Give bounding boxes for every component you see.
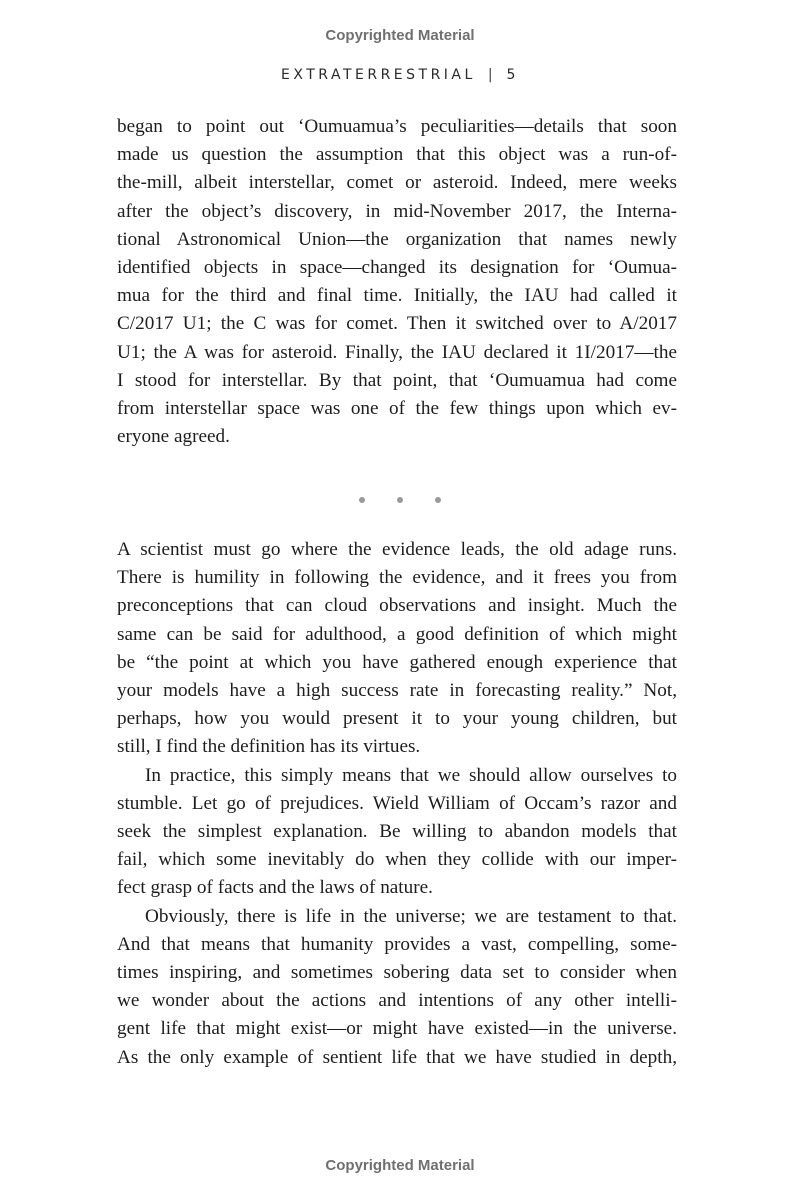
section-break-dot <box>435 497 441 503</box>
text-line: we wonder about the actions and intentions of any other intelli- <box>117 990 677 1012</box>
text-line: preconceptions that can cloud observations and insight. Much the <box>117 595 677 617</box>
text-line: I stood for interstellar. By that point, that ‘Oumuamua had come <box>117 369 677 391</box>
text-line: U1; the A was for asteroid. Finally, the IAU declared it 1I/2017—the <box>117 341 677 363</box>
text-line: your models have a high success rate in forecasting reality.” Not, <box>117 680 677 702</box>
page-number: 5 <box>506 67 519 83</box>
section-break-ornament <box>0 490 800 508</box>
text-line: began to point out ‘Oumuamua’s peculiarities—details that soon <box>117 116 677 137</box>
text-line: identified objects in space—changed its designation for ‘Oumua- <box>117 257 677 279</box>
text-line: And that means that humanity provides a vast, compelling, some- <box>117 933 677 955</box>
paragraph <box>117 903 677 1072</box>
text-line: gent life that might exist—or might have existed—in the universe. <box>117 1018 677 1040</box>
text-line: A scientist must go where the evidence leads, the old adage runs. <box>117 539 677 560</box>
text-line: tional Astronomical Union—the organization that names newly <box>117 228 677 250</box>
copyright-watermark-top: Copyrighted Material <box>325 27 475 44</box>
paragraph <box>117 762 677 903</box>
text-line: seek the simplest explanation. Be willing to abandon models that <box>117 821 677 843</box>
text-line: after the object’s discovery, in mid-November 2017, the Interna- <box>117 200 677 222</box>
text-line: mua for the third and final time. Initially, the IAU had called it <box>117 285 677 307</box>
text-line: be “the point at which you have gathered enough experience that <box>117 651 677 673</box>
section-break-dot <box>359 497 365 503</box>
text-line: stumble. Let go of prejudices. Wield William of Occam’s razor and <box>117 792 677 814</box>
copyright-watermark-bottom: Copyrighted Material <box>325 1157 475 1174</box>
text-line: times inspiring, and sometimes sobering data set to consider when <box>117 962 677 984</box>
text-line: from interstellar space was one of the few things upon which ev- <box>117 398 677 420</box>
section-break-dot <box>397 497 403 503</box>
text-line: fail, which some inevitably do when they collide with our imper- <box>117 849 677 871</box>
text-line: There is humility in following the evidence, and it frees you from <box>117 567 677 589</box>
text-line: same can be said for adulthood, a good definition of which might <box>117 623 677 645</box>
body-text-new-section <box>117 536 677 1072</box>
text-line: perhaps, how you would present it to your young children, but <box>117 708 677 730</box>
running-head-title: EXTRATERRESTRIAL <box>281 67 476 83</box>
running-head <box>0 67 800 83</box>
text-line: eryone agreed. <box>117 426 230 448</box>
paragraph <box>117 536 677 762</box>
text-line: C/2017 U1; the C was for comet. Then it switched over to A/2017 <box>117 313 677 335</box>
text-line: still, I find the definition has its virtues. <box>117 736 421 758</box>
text-line: As the only example of sentient life that we have studied in depth, <box>117 1046 677 1068</box>
body-text-continued <box>117 113 677 451</box>
text-line: the-mill, albeit interstellar, comet or asteroid. Indeed, mere weeks <box>117 172 677 194</box>
text-line: fect grasp of facts and the laws of nature. <box>117 877 433 899</box>
running-head-separator: | <box>487 67 493 83</box>
text-line: Obviously, there is life in the universe; we are testament to that. <box>145 905 677 927</box>
text-line: made us question the assumption that this object was a run-of- <box>117 144 677 166</box>
text-line: In practice, this simply means that we should allow ourselves to <box>145 764 677 786</box>
paragraph <box>117 113 677 451</box>
